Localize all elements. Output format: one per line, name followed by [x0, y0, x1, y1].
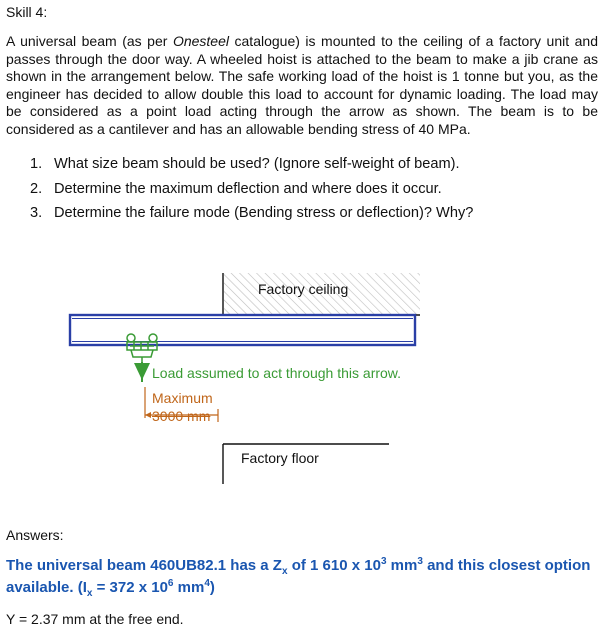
- problem-intro: A universal beam (as per: [6, 33, 173, 49]
- answer-text: and this closest option available. (I: [6, 557, 591, 596]
- answer-text: The universal beam 460UB82.1 has a Z: [6, 557, 282, 574]
- deflection-answer: Y = 2.37 mm at the free end.: [6, 611, 184, 627]
- answer-subscript: x: [281, 566, 288, 577]
- answer-text: = 372 x 10: [92, 579, 168, 596]
- question-text: What size beam should be used? (Ignore self-weight of beam).: [54, 156, 460, 172]
- load-label: Load assumed to act through this arrow.: [152, 365, 402, 381]
- question-text: Determine the failure mode (Bending stress or deflection)? Why?: [54, 205, 474, 221]
- beam-outline: [70, 315, 415, 345]
- answer-superscript: 3: [417, 556, 423, 567]
- answer-text: mm: [386, 557, 418, 574]
- answer-text: mm: [173, 579, 205, 596]
- answer-subscript: x: [86, 588, 93, 599]
- answer-superscript: 3: [380, 556, 387, 567]
- answer-text: ): [209, 579, 215, 596]
- question-text: Determine the maximum deflection and where does it occur.: [54, 180, 442, 197]
- question-number: 3.: [30, 205, 43, 221]
- answers-heading: Answers:: [6, 527, 64, 543]
- answer-superscript: 4: [204, 578, 210, 589]
- skill-heading: Skill 4:: [6, 4, 48, 20]
- catalogue-name: Onesteel: [172, 33, 229, 49]
- beam-answer: [6, 555, 596, 599]
- ceiling-label: Factory ceiling: [258, 281, 349, 297]
- problem-body: catalogue) is mounted to the ceiling of a factory unit and passes through the door way. A wheeled hoist is attached to the beam to make a jib crane as shown in the arrangement below. The safe working load of the hoist is 1 tonne but you, as the engineer has decided to allow double this load to account for dynamic loading. The load may be considered as a point load acting through the arrow as shown. The beam is to be considered as a cantilever and has an allowable bending stress of 40 MPa.: [6, 33, 598, 137]
- question-number: 2.: [30, 180, 43, 197]
- floor-label: Factory floor: [241, 450, 319, 466]
- maximum-label: Maximum: [152, 390, 213, 406]
- dimension-label: 3000 mm: [152, 408, 211, 424]
- answer-superscript: 6: [167, 578, 174, 589]
- load-arrow: [134, 362, 150, 382]
- question-number: 1.: [30, 156, 43, 172]
- answer-text: of 1 610 x 10: [287, 557, 381, 574]
